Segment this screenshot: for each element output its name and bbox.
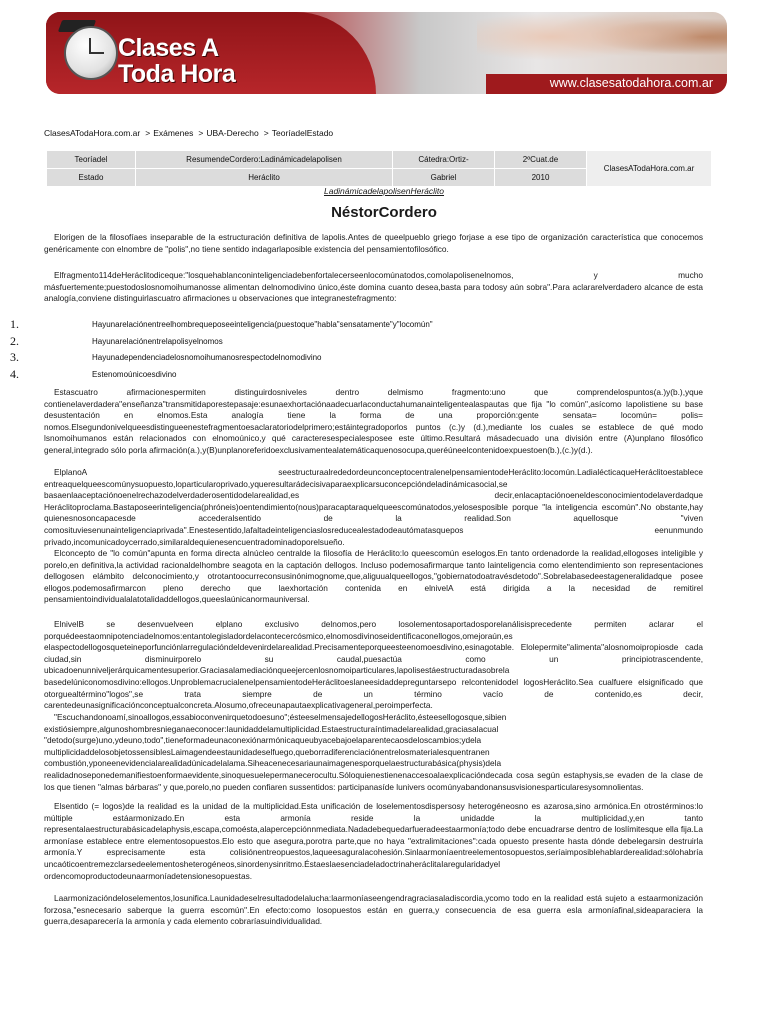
logo-line1: Clases A bbox=[118, 34, 219, 62]
clock-icon bbox=[64, 26, 118, 80]
paragraph-7: "Escuchandonoamí,sinoallogos,essabioconvenirquetodoesuno";ésteeselmensajedellogosHeráclito,ésteesellogosque,sibien existiósiempre,algunoshombresnieganaeconocer:launidaddelamultiplicidad.Estaestructuraíntimadelarealidad,graciasalacual "detodo(surge)uno,ydeuno,todo",tieneformadeunaconexiónarmónicaqueubyacebajoelaparentecaosdeloscambios;ydela multiplicidaddelosobjetossensiblesLaimagendeestaunidadeselfuego,queborradiferenciaciónentrelosmaterialesquentranen combustión,yponeenevidencialarealidadúnicadelalama.Siheacenecesariaunaimagenesporquelaestructurabásica(physis)dela realidadnoseponedemanifiestoenformaevidente,sinoquesuelepermanecerocultu.Sóloquienestienenaccesoalaexplicacióndecada cosa según estaphysis,se evaden de la clase de los que tienen "almas bárbaras" y que,porelo,no pueden confiaren sussentidos: participanasíde lunivers ocomúnyabandonansusvisionesparticularesysomnolientas. bbox=[44, 712, 703, 792]
info-chair-line2: Gabriel bbox=[393, 169, 495, 187]
breadcrumb-separator: > bbox=[198, 128, 204, 138]
list-number: 1. bbox=[10, 317, 19, 331]
breadcrumb-separator: > bbox=[263, 128, 269, 138]
breadcrumb-separator: > bbox=[145, 128, 151, 138]
paragraph-2: Elfragmento114deHeráclitodiceque:"losquehablanconinteligenciadebenfortalecerseenlocomúnatodos,comolapolisenelnomos, y mucho másfuertemente;puestodoslosnomoihumanosse alimentan delnomodivino único,éste domina cuanto desea,basta para todosy aún sobra".Para aclararelverdadero alcance de esta analogía,conviene distinguirlascuatro afirmaciones u observaciones que integranestefragmento: bbox=[44, 270, 703, 304]
info-subject-line1: Teoríadel bbox=[47, 151, 136, 169]
paragraph-4: ElplanoA seestructuraalrededordeunconceptocentralenelpensamientodeHeráclito:locomún.LadialécticaqueHeráclitoestablece entreaquelqueescomúnysuopuesto,loparticularoprivado,yqueresultarádecisivaparaexplicarsuconcepcióndeladinámicasocial,se basaenlaaceptaciónoenelrechazodelverdaderosentidodelarealidad,es decir,enlacaptaciónoeneldesconocimientodelaverdadque Heráclitoproclama.Bastaposeerinteligencia(phróneis)oentendimiento(nous)paracaptaraquelqueescomúnatodos,yelosesposible porque "la inteligencia escomún".No obstante,hay quienesnosoncapacesde accederalsentido de la realidad.Son aquellosque "viven comosituviesenunainteligenciaprivada".Enestesentido,lafaltadeinteligenciaslosreducealestadodeautómatasquepos eenunmundo privado,incomunicadoycerrado,similaraldequienesencuentradominadoporelsueño. bbox=[44, 467, 703, 547]
list-number: 2. bbox=[10, 334, 19, 348]
breadcrumb-item-exams[interactable]: Exámenes bbox=[153, 128, 194, 138]
info-site: ClasesATodaHora.com.ar bbox=[587, 151, 712, 187]
list-text: Hayunarelaciónentreelhombrequeposeeinteligencia(puestoque"habla"sensatamente"y"locomún" bbox=[92, 320, 433, 329]
breadcrumb-item-uba[interactable]: UBA-Derecho bbox=[206, 128, 259, 138]
breadcrumb-item-home[interactable]: ClasesATodaHora.com.ar bbox=[44, 128, 141, 138]
info-subject-line2: Estado bbox=[47, 169, 136, 187]
info-table bbox=[46, 150, 712, 187]
list-text: Hayunarelaciónentrelapolisyelnomos bbox=[92, 337, 223, 346]
paragraph-5: Elconcepto de "lo común"apunta en forma directa alnúcleo centralde la filosofía de Heráclito:lo queescomún eselogos.En tanto ordenadorde la realidad,ellogoses inteligible y porelo,en definitiva,la actividad racionaldelhombre seagota en la captación dellogos. Incluso podemosafirmarque tanto lainteligencia como elentendimiento son representaciones dellogosen elámbito delconocimiento,y otrotantoocurreconsusinónimognomе,que,aliguualqueellogos,"gobiernatodoatravésdetodo".Sobrelabasedeestageneralidadque posee ellogos.podemosafirmarcon pleno derecho que laexhortación contenida en elnivelA está dirigida a la necesidad de remitirel pensamientoindividualalatotalidaddellogos,queeslaúnicanormauniversal. bbox=[44, 548, 703, 605]
info-term-line2: 2010 bbox=[495, 169, 587, 187]
info-title-line1: ResumendeCordero:Ladinámicadelapolisen bbox=[136, 151, 393, 169]
paragraph-9: Laarmonizacióndeloselementos,losunifica.Launidadeselresultadodelalucha:laarmoníaseengendragraciasaladiscordia,ycomo todo en la realidad está sujeto a estaarmonización forzosa,"esnecesario saberque la guerra escomún".En efecto:como losopuestos están en guerra,y consecuencia de esa guerra esla armoníafinal,sideaparaciera la guerra,desaparecería la armonía y cada elemento cobraríasuindividualidad. bbox=[44, 893, 703, 927]
site-url[interactable]: www.clasesatodahora.com.ar bbox=[549, 76, 713, 90]
paragraph-6: ElnivelB se desenvuelveen elplano exclusivo delnomos,pero losolementosaportadosporelanálisisprecedente permiten aclarar el porquédeestaomnipotenciadelnomos:entantolegisladordelacontecercósmico,elnomosdivinoseidentificaconellogos,omejoraún,es elaspectodellogosqueteineporfunciónlarregulacióndeldevenirdelarealidad.Precisamenteporqueesteenomoesdivino,esinagotable. Elolepermite"alimenta"alosnomoipropiosde cada ciudad,sin disminuirporelo su caudal,puesactúa como un principiotrascendente, ubicadoenunniveljerárquicamentesuperior.Graciasalamediaciónqueejercenlosnomoiparticulares,lapolisestáestructuradasobrela basedelúniconomosdivino:ellogos.UnproblemacrucialenelpensamientodeHeráclitoeslaneesidaddepreguntarsepo relcontenidodel logosHeráclito.Sea cualfuere elsignificado que otorguealtérmino"logos",se trata siempre de un término vacío de contenido,es decir, carentedeunasignificaciónconceptualconcreta.Alosumo,ofreceunapautaexplicativageneral,peroimperfecta. bbox=[44, 619, 703, 711]
paragraph-3: Estascuatro afirmacionespermiten distinguirdosniveles dentro delmismo fragmento:uno que comprendelospuntos(a.)y(b.),yque contienelaverdadera"enseñanza"transmitidaporestepasaje:esunaexhortaciónaadecuarlaconductahumanainteligentealaspautas que fija "lo común",asícomo lapolistiene su base desustentación en elnomos.Esta analogía tiene la forma de una proporción:gente sensata= locomún= polis= nomos.Elsegundonivelqueesdistingueenestefragmentoesaclaratoriodelprimero;estáintegradoporlos puntos (c.)y (d.),mediante los cuales se establece de qué modo lsnomoihumanos están relacionados con elnomoúnico,y qué caracteresespecialesposee este último.Resultará másadecuado una división entre (A)unplano filosófico general,integrado sólo porla afirmación(a.),y(B)unplanoreferidoexclusivamentealatemáticaquenosocupa,queréúneelcontenidoexpuestoen(b.),(c.)y(d.). bbox=[44, 387, 703, 455]
paragraph-8: Elsentido (= logos)de la realidad es la unidad de la multiplicidad.Esta unificación de loselementosdispersosy heterogéneosno es azarosa,sino armónica.En otrostérminos:lo múltiple estáarmonizado.En esta armonía reside la unidadde la multiplicidad,y,en tanto representalaestructurabásicadelaphysis,escapa,comoésta,alapercepciónnmediata.Nadadebequedarfueradeestaarmonía;todo debe encuadrarse dentro de loslímitesque ella fija.La armoníase establece entre elementosopuestos.Elo esto que asegura,porotra parte,que no haya "extralimitaciones":cada opuesto presente hasta dónde debelegarsin destruirla armonía.Y esprecisamente esta colisiónentreopuestos,laqueesaguralacohesión.Sinlaarmoníaentreelementosopuestos,seríaimposiblehablarderealidad:sólohabría uncaóticoentremezclarsedeelementosheterogéneos,sinordenysinritmo.ÉstaeslaesenciadeladoctrinaheráclitaIaregularidadyel ordencomoproductodeunaarmoníadetensionesopuestas. bbox=[44, 801, 703, 881]
list-number: 4. bbox=[10, 367, 19, 381]
banner-photo bbox=[477, 12, 727, 74]
info-chair-line1: Cátedra:Ortiz- bbox=[393, 151, 495, 169]
logo-line2: Toda Hora bbox=[118, 60, 236, 88]
document-subtitle: LadinámicadelapolisenHeráclito bbox=[323, 186, 445, 196]
list-text: Hayunadependenciadelosnomoihumanosrespectodelnomodivino bbox=[92, 353, 322, 362]
paragraph-1: Elorigen de la filosofíaes inseparable de la estructuración definitiva de lapolis.Antes de queelpueblo griego forjase a ese tipo de organización característica que conocemos genéricamente con elnombre de "polis",no tiene sentido indagarlaposible existencia del pensamientofilosófico. bbox=[44, 232, 703, 254]
info-title-line2: Heráclito bbox=[136, 169, 393, 187]
site-banner bbox=[46, 12, 727, 94]
list-text: Estenomoúnicoesdivino bbox=[92, 370, 177, 379]
list-number: 3. bbox=[10, 350, 19, 364]
breadcrumb bbox=[44, 128, 335, 138]
breadcrumb-item-subject[interactable]: TeoríadelEstado bbox=[271, 128, 334, 138]
document-title: NéstorCordero bbox=[331, 204, 437, 221]
info-term-line1: 2ºCuat.de bbox=[495, 151, 587, 169]
